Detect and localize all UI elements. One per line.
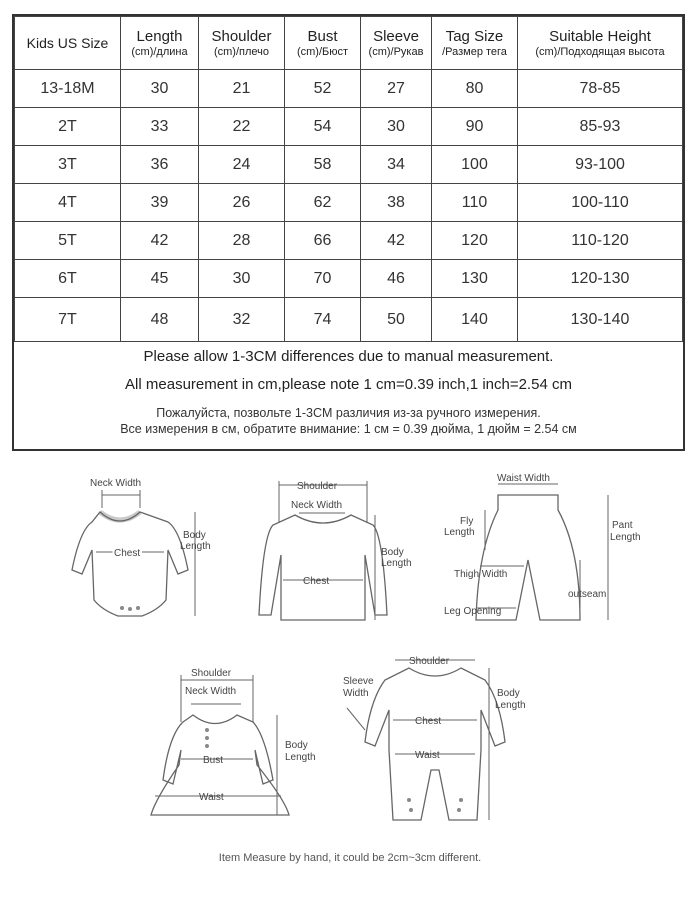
- notes: [14, 339, 683, 437]
- table-row: [15, 108, 683, 146]
- table-cell: 42: [121, 222, 199, 260]
- table-row: [15, 222, 683, 260]
- table-cell: 130: [432, 260, 518, 298]
- table-cell: 2T: [15, 108, 121, 146]
- label-shoulder: Shoulder: [297, 481, 338, 492]
- table-cell: 21: [199, 70, 285, 108]
- table-cell: 52: [285, 70, 361, 108]
- table-cell: 30: [199, 260, 285, 298]
- label-neck-width: Neck Width: [185, 686, 237, 697]
- table-cell: 74: [285, 298, 361, 342]
- table-cell: 110-120: [518, 222, 683, 260]
- label-neck-width: Neck Width: [291, 500, 343, 511]
- table-cell: 58: [285, 146, 361, 184]
- label-shoulder: Shoulder: [191, 668, 232, 679]
- label-leg-opening: Leg Opening: [444, 606, 502, 617]
- table-cell: 54: [285, 108, 361, 146]
- table-cell: 100: [432, 146, 518, 184]
- label-pant: Pant: [612, 520, 633, 531]
- note-tolerance: Please allow 1-3CM differences due to manual measurement.: [143, 348, 554, 365]
- table-cell: 78-85: [518, 70, 683, 108]
- table-cell: 42: [361, 222, 432, 260]
- label-chest: Chest: [415, 716, 442, 727]
- header-cell: Sleeve (cm)/Рукав: [361, 17, 432, 70]
- label-waist-width: Waist Width: [497, 473, 550, 484]
- table-cell: 100-110: [518, 184, 683, 222]
- label-body: Body: [285, 740, 308, 751]
- label-pant-length: Length: [610, 532, 641, 543]
- label-body: Body: [381, 547, 404, 558]
- label-sleeve-width: Width: [343, 688, 369, 699]
- label-chest: Chest: [114, 548, 141, 559]
- label-fly: Fly: [460, 516, 474, 527]
- note-tolerance-ru: Пожалуйста, позвольте 1-3CM различия из-за ручного измерения.: [156, 406, 541, 420]
- table-cell: 39: [121, 184, 199, 222]
- label-outseam: outseam: [568, 589, 607, 600]
- table-cell: 30: [121, 70, 199, 108]
- table-cell: 120-130: [518, 260, 683, 298]
- label-length: Length: [495, 700, 526, 711]
- table-cell: 66: [285, 222, 361, 260]
- table-cell: 26: [199, 184, 285, 222]
- table-cell: 45: [121, 260, 199, 298]
- size-table: [14, 16, 683, 342]
- romper-icon: [335, 650, 545, 830]
- table-cell: 27: [361, 70, 432, 108]
- table-cell: 30: [361, 108, 432, 146]
- header-cell: Kids US Size: [15, 17, 121, 70]
- pants-diagram: [440, 470, 650, 630]
- table-cell: 85-93: [518, 108, 683, 146]
- table-cell: 38: [361, 184, 432, 222]
- bodysuit-diagram: [40, 470, 230, 630]
- label-length: Length: [285, 752, 316, 763]
- table-cell: 80: [432, 70, 518, 108]
- header-cell: Bust (cm)/Бюст: [285, 17, 361, 70]
- label-neck-width: Neck Width: [90, 478, 142, 489]
- table-cell: 93-100: [518, 146, 683, 184]
- label-body: Body: [497, 688, 520, 699]
- label-length: Length: [180, 541, 211, 552]
- table-cell: 140: [432, 298, 518, 342]
- table-cell: 6T: [15, 260, 121, 298]
- table-cell: 70: [285, 260, 361, 298]
- header-cell: Tag Size /Размер тега: [432, 17, 518, 70]
- table-cell: 62: [285, 184, 361, 222]
- note-units: All measurement in cm,please note 1 cm=0.39 inch,1 inch=2.54 cm: [125, 376, 572, 393]
- header-cell: Suitable Height (cm)/Подходящая высота: [518, 17, 683, 70]
- dress-icon: [145, 660, 325, 825]
- footer-note: Item Measure by hand, it could be 2cm~3cm different.: [218, 852, 482, 864]
- table-cell: 33: [121, 108, 199, 146]
- table-cell: 130-140: [518, 298, 683, 342]
- label-fly-length: Length: [444, 527, 475, 538]
- table-cell: 13-18M: [15, 70, 121, 108]
- table-cell: 120: [432, 222, 518, 260]
- table-cell: 22: [199, 108, 285, 146]
- header-cell: Shoulder (cm)/плечо: [199, 17, 285, 70]
- header-row: [15, 17, 683, 70]
- table-row: [15, 184, 683, 222]
- table-row: [15, 70, 683, 108]
- label-body: Body: [183, 530, 206, 541]
- table-cell: 46: [361, 260, 432, 298]
- table-cell: 24: [199, 146, 285, 184]
- label-sleeve: Sleeve: [343, 676, 374, 687]
- table-cell: 50: [361, 298, 432, 342]
- label-length: Length: [381, 558, 412, 569]
- table-cell: 32: [199, 298, 285, 342]
- size-chart: [12, 14, 685, 451]
- romper-diagram: [335, 650, 545, 830]
- label-waist: Waist: [415, 750, 440, 761]
- label-shoulder: Shoulder: [409, 656, 450, 667]
- label-chest: Chest: [303, 576, 330, 587]
- dress-diagram: [145, 660, 325, 825]
- table-cell: 4T: [15, 184, 121, 222]
- bodysuit-icon: [40, 470, 230, 630]
- table-cell: 3T: [15, 146, 121, 184]
- table-cell: 34: [361, 146, 432, 184]
- table-cell: 36: [121, 146, 199, 184]
- label-thigh-width: Thigh Width: [454, 569, 508, 580]
- table-cell: 7T: [15, 298, 121, 342]
- table-cell: 110: [432, 184, 518, 222]
- table-cell: 90: [432, 108, 518, 146]
- size-table-body: [15, 70, 683, 342]
- shirt-icon: [255, 475, 425, 635]
- label-bust: Bust: [203, 755, 224, 766]
- table-cell: 5T: [15, 222, 121, 260]
- table-cell: 28: [199, 222, 285, 260]
- note-units-ru: Все измерения в см, обратите внимание: 1 см = 0.39 дюйма, 1 дюйм = 2.54 см: [120, 422, 577, 436]
- label-waist: Waist: [199, 792, 224, 803]
- table-row: [15, 146, 683, 184]
- shirt-diagram: [255, 475, 425, 635]
- pants-icon: [440, 470, 650, 630]
- header-cell: Length (cm)/длина: [121, 17, 199, 70]
- table-cell: 48: [121, 298, 199, 342]
- table-row: [15, 298, 683, 342]
- table-row: [15, 260, 683, 298]
